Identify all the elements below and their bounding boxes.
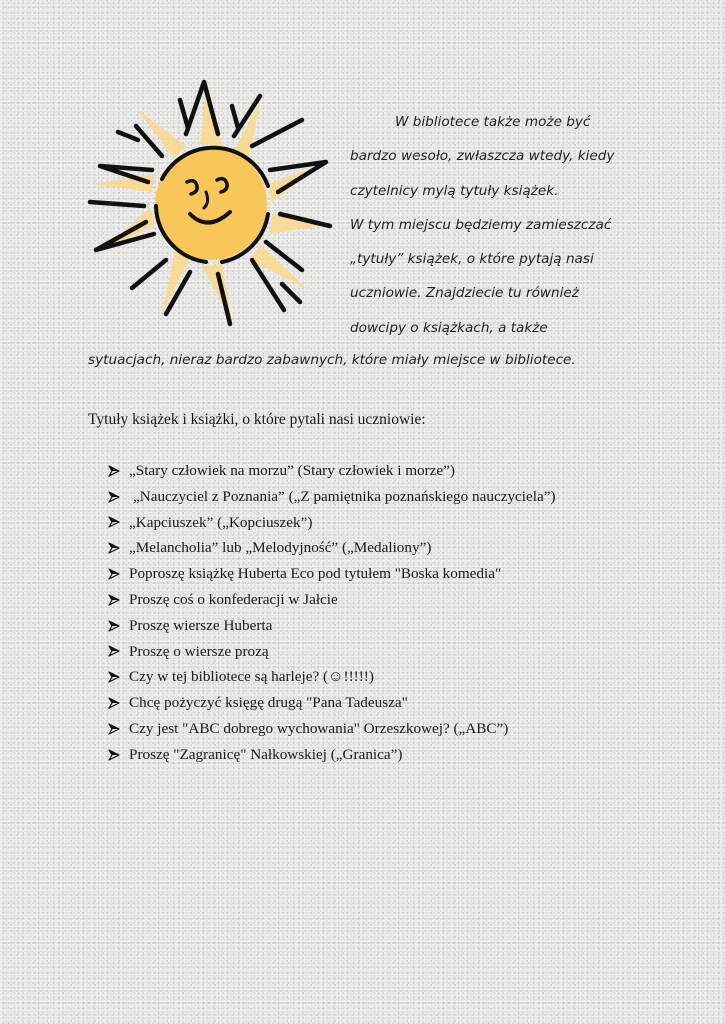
- arrow-bullet-icon: [108, 465, 120, 477]
- intro-line: czytelnicy mylą tytuły książek.: [350, 182, 559, 199]
- intro-line: „tytuły” książek, o które pytają nasi: [350, 251, 594, 268]
- arrow-bullet-icon: [108, 516, 120, 528]
- list-item: [108, 664, 556, 690]
- list-item-text: Proszę wiersze Huberta: [129, 616, 273, 634]
- list-item: [108, 613, 556, 639]
- intro-paragraph: [350, 105, 680, 345]
- list-item: [108, 716, 556, 742]
- list-item: [108, 742, 556, 768]
- arrow-bullet-icon: [108, 620, 120, 632]
- smiling-sun-icon: [82, 74, 340, 332]
- arrow-bullet-icon: [108, 491, 120, 503]
- list-item-text: Czy w tej bibliotece są harleje? (☺!!!!!): [129, 668, 374, 686]
- titles-list: [108, 458, 556, 768]
- arrow-bullet-icon: [108, 568, 120, 580]
- list-item-text: „Kapciuszek” („Kopciuszek”): [129, 513, 313, 531]
- list-item: [108, 510, 556, 536]
- list-item-text: „Nauczyciel z Poznania” („Z pamiętnika poznańskiego nauczyciela”): [133, 487, 556, 505]
- intro-last-line: sytuacjach, nieraz bardzo zabawnych, które miały miejsce w bibliotece.: [88, 352, 576, 368]
- arrow-bullet-icon: [108, 671, 120, 683]
- list-item: [108, 639, 556, 665]
- arrow-bullet-icon: [108, 594, 120, 606]
- list-item: [108, 587, 556, 613]
- list-item-text: Proszę coś o konfederacji w Jałcie: [129, 590, 338, 608]
- list-item: [108, 561, 556, 587]
- intro-line: uczniowie. Znajdziecie tu również: [350, 285, 579, 302]
- list-item: [108, 458, 556, 484]
- list-item-text: Czy jest "ABC dobrego wychowania" Orzeszkowej? („ABC”): [129, 719, 509, 737]
- intro-line: bardzo wesoło, zwłaszcza wtedy, kiedy: [350, 148, 615, 165]
- list-item-text: Proszę o wiersze prozą: [129, 642, 269, 660]
- arrow-bullet-icon: [108, 723, 120, 735]
- list-item-text: Proszę "Zagranicę" Nałkowskiej („Granica”): [129, 745, 403, 763]
- list-item: [108, 535, 556, 561]
- arrow-bullet-icon: [108, 697, 120, 709]
- list-item: [108, 484, 556, 510]
- arrow-bullet-icon: [108, 542, 120, 554]
- list-item-text: Poproszę książkę Huberta Eco pod tytułem "Boska komedia": [129, 565, 502, 583]
- list-item-text: Chcę pożyczyć księgę drugą "Pana Tadeusza": [129, 694, 408, 712]
- arrow-bullet-icon: [108, 749, 120, 761]
- list-heading: Tytuły książek i książki, o które pytali nasi uczniowie:: [88, 411, 426, 428]
- list-item: [108, 690, 556, 716]
- list-item-text: „Melancholia” lub „Melodyjność” („Medaliony”): [129, 539, 432, 557]
- intro-line: W bibliotece także może być: [395, 114, 591, 130]
- list-item-text: „Stary człowiek na morzu” (Stary człowiek i morze”): [129, 462, 455, 479]
- intro-line: dowcipy o książkach, a także: [350, 319, 548, 336]
- arrow-bullet-icon: [108, 645, 120, 657]
- intro-line: W tym miejscu będziemy zamieszczać: [350, 216, 612, 233]
